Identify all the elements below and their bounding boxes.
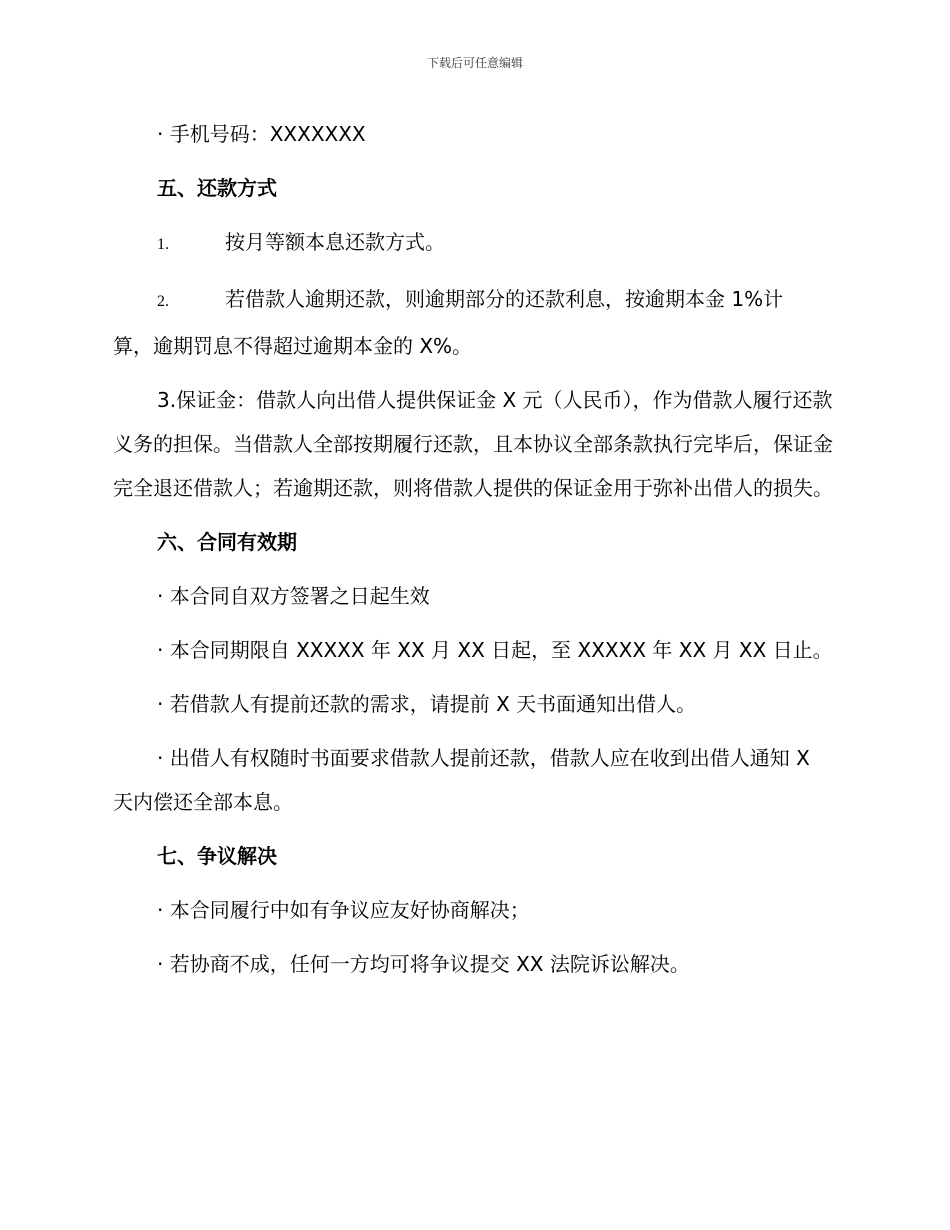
list-number: 2.	[157, 293, 169, 310]
bullet-item: · 本合同期限自 XXXXX 年 XX 月 XX 日起，至 XXXXX 年 XX 月 XX 日止。	[157, 638, 833, 662]
page-header: 下载后可任意编辑	[426, 56, 523, 70]
list-item-text: 按月等额本息还款方式。	[225, 230, 445, 254]
bullet-item: · 本合同履行中如有争议应友好协商解决；	[157, 898, 530, 922]
list-item	[113, 277, 833, 368]
bullet-item: · 若借款人有提前还款的需求，请提前 X 天书面通知出借人。	[157, 692, 697, 716]
list-item-text: 若借款人逾期还款，则逾期部分的还款利息，按逾期本金 1%计	[225, 287, 784, 311]
bullet-item: · 出借人有权随时书面要求借款人提前还款，借款人应在收到出借人通知 X 天内偿还全部本息。	[113, 746, 810, 814]
bullet-item: · 若协商不成，任何一方均可将争议提交 XX 法院诉讼解决。	[157, 952, 690, 976]
list-number: 1.	[157, 236, 169, 253]
document-body	[113, 112, 833, 996]
list-item	[113, 220, 833, 267]
section-6-title: 六、合同有效期	[157, 530, 297, 554]
section-5-title: 五、还款方式	[157, 176, 277, 200]
bullet-item: · 本合同自双方签署之日起生效	[157, 584, 430, 608]
section-7-title: 七、争议解决	[157, 844, 277, 868]
phone-line: · 手机号码：XXXXXXX	[157, 122, 366, 146]
list-item-continuation: 算，逾期罚息不得超过逾期本金的 X%。	[113, 334, 473, 358]
deposit-paragraph: 3.保证金：借款人向出借人提供保证金 X 元（人民币），作为借款人履行还款义务的担保。当借款人全部按期履行还款，且本协议全部条款执行完毕后，保证金完全退还借款人；若逾期还款，则将借款人提供的保证金用于弥补出借人的损失。	[113, 388, 833, 500]
list-item-line	[113, 277, 833, 324]
